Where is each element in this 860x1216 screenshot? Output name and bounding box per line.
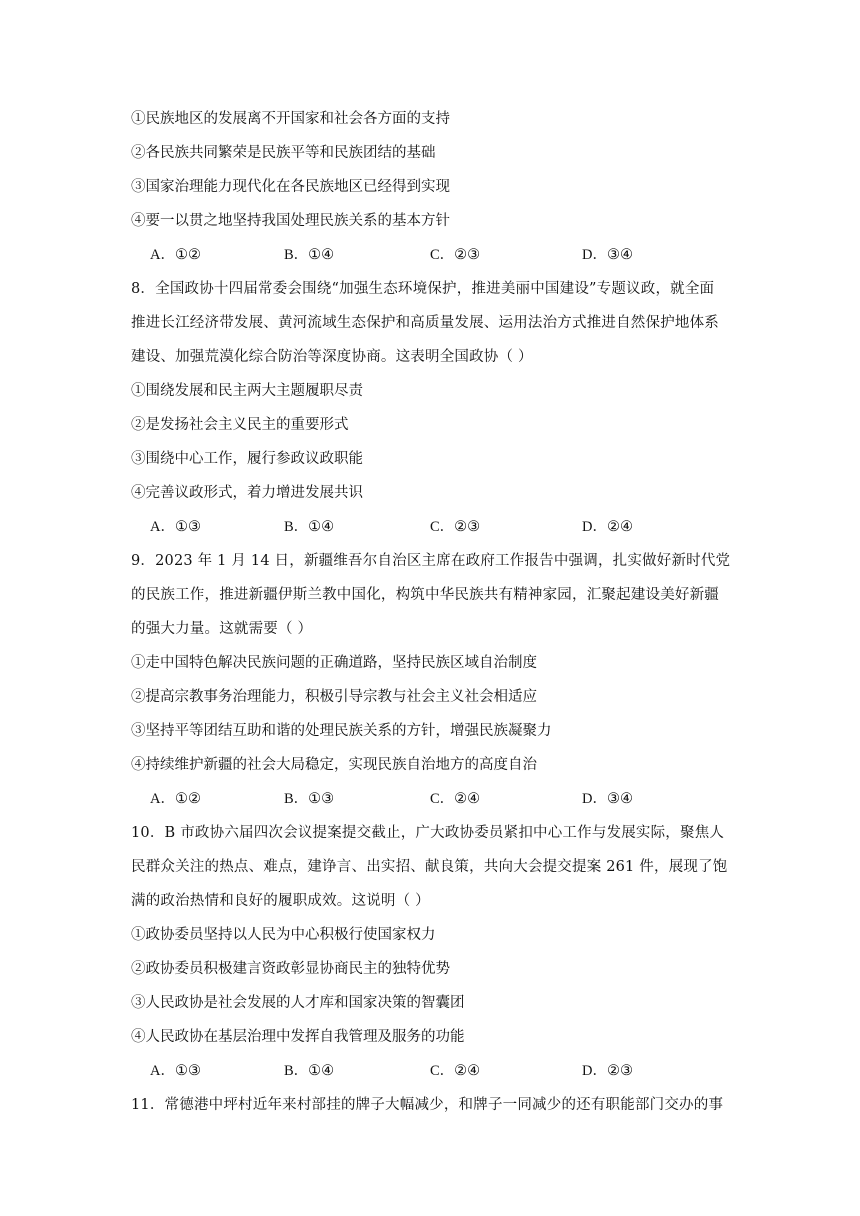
statement-item: ①民族地区的发展离不开国家和社会各方面的支持 — [131, 111, 450, 127]
question-text: 的民族工作，推进新疆伊斯兰教中国化，构筑中华民族共有精神家园，汇聚起建设美好新疆 — [131, 587, 719, 603]
question-text: 建设、加强荒漠化综合防治等深度协商。这表明全国政协（ ） — [131, 349, 533, 365]
option-letter: C． — [430, 1063, 455, 1079]
answer-option — [284, 789, 334, 809]
option-letter: D． — [582, 791, 607, 807]
option-letter: D． — [582, 247, 607, 263]
option-text: ①③ — [174, 1063, 201, 1079]
answer-options — [150, 245, 710, 265]
option-text: ②③ — [454, 247, 481, 263]
option-text: ②③ — [606, 1063, 633, 1079]
question-text: 推进长江经济带发展、黄河流域生态保护和高质量发展、运用法治方式推进自然保护地体系 — [131, 315, 719, 331]
statement-item: ③坚持平等团结互助和谐的处理民族关系的方针，增强民族凝聚力 — [131, 723, 552, 739]
option-letter: A． — [150, 791, 175, 807]
option-letter: C． — [430, 519, 455, 535]
option-letter: B． — [284, 791, 309, 807]
option-letter: A． — [150, 247, 175, 263]
answer-option — [430, 1061, 480, 1081]
option-text: ③④ — [606, 247, 633, 263]
answer-option — [582, 245, 633, 265]
answer-option — [150, 789, 201, 809]
question-text: 10．B 市政协六届四次会议提案提交截止，广大政协委员紧扣中心工作与发展实际，聚焦人 — [131, 825, 725, 841]
option-text: ①② — [174, 791, 201, 807]
statement-item: ①围绕发展和民主两大主题履职尽责 — [131, 383, 363, 399]
statement-item: ①走中国特色解决民族问题的正确道路，坚持民族区域自治制度 — [131, 655, 537, 671]
question-text: 11．常德港中坪村近年来村部挂的牌子大幅减少，和牌子一同减少的还有职能部门交办的事 — [131, 1097, 724, 1113]
question-text: 民群众关注的热点、难点，建诤言、出实招、献良策，共向大会提交提案 261 件，展现了饱 — [131, 859, 728, 875]
option-text: ②③ — [454, 519, 481, 535]
option-text: ②④ — [454, 1063, 481, 1079]
option-letter: C． — [430, 247, 455, 263]
answer-options — [150, 1061, 710, 1081]
statement-item: ④人民政协在基层治理中发挥自我管理及服务的功能 — [131, 1029, 465, 1045]
option-text: ②④ — [454, 791, 481, 807]
answer-option — [150, 517, 201, 537]
question-text: 8．全国政协十四届常委会围绕“加强生态环境保护，推进美丽中国建设”专题议政，就全面 — [131, 281, 715, 297]
option-text: ①③ — [308, 791, 335, 807]
answer-option — [430, 517, 480, 537]
option-letter: B． — [284, 1063, 309, 1079]
option-text: ①④ — [308, 247, 335, 263]
answer-option — [582, 517, 633, 537]
question-text: 的强大力量。这就需要（ ） — [131, 621, 313, 637]
statement-item: ②是发扬社会主义民主的重要形式 — [131, 417, 349, 433]
option-text: ②④ — [606, 519, 633, 535]
option-text: ①② — [174, 247, 201, 263]
statement-item: ①政协委员坚持以人民为中心积极行使国家权力 — [131, 927, 436, 943]
statement-item: ②政协委员积极建言资政彰显协商民主的独特优势 — [131, 961, 450, 977]
answer-option — [582, 789, 633, 809]
answer-option — [284, 245, 334, 265]
answer-option — [284, 1061, 334, 1081]
statement-item: ②提高宗教事务治理能力，积极引导宗教与社会主义社会相适应 — [131, 689, 537, 705]
question-text: 满的政治热情和良好的履职成效。这说明（ ） — [131, 893, 430, 909]
statement-item: ④完善议政形式，着力增进发展共识 — [131, 485, 363, 501]
answer-option — [430, 789, 480, 809]
option-letter: D． — [582, 519, 607, 535]
statement-item: ④持续维护新疆的社会大局稳定，实现民族自治地方的高度自治 — [131, 757, 537, 773]
option-letter: D． — [582, 1063, 607, 1079]
option-text: ③④ — [606, 791, 633, 807]
statement-item: ③围绕中心工作，履行参政议政职能 — [131, 451, 363, 467]
statement-item: ③国家治理能力现代化在各民族地区已经得到实现 — [131, 179, 450, 195]
answer-option — [150, 1061, 201, 1081]
answer-options — [150, 789, 710, 809]
question-text: 9．2023 年 1 月 14 日，新疆维吾尔自治区主席在政府工作报告中强调，扎实做好新时代党 — [131, 553, 731, 569]
option-letter: B． — [284, 519, 309, 535]
option-text: ①④ — [308, 1063, 335, 1079]
statement-item: ④要一以贯之地坚持我国处理民族关系的基本方针 — [131, 213, 450, 229]
statement-item: ③人民政协是社会发展的人才库和国家决策的智囊团 — [131, 995, 465, 1011]
option-letter: C． — [430, 791, 455, 807]
option-text: ①④ — [308, 519, 335, 535]
answer-options — [150, 517, 710, 537]
option-letter: B． — [284, 247, 309, 263]
answer-option — [150, 245, 201, 265]
option-letter: A． — [150, 519, 175, 535]
option-text: ①③ — [174, 519, 201, 535]
option-letter: A． — [150, 1063, 175, 1079]
answer-option — [284, 517, 334, 537]
statement-item: ②各民族共同繁荣是民族平等和民族团结的基础 — [131, 145, 436, 161]
answer-option — [430, 245, 480, 265]
answer-option — [582, 1061, 633, 1081]
